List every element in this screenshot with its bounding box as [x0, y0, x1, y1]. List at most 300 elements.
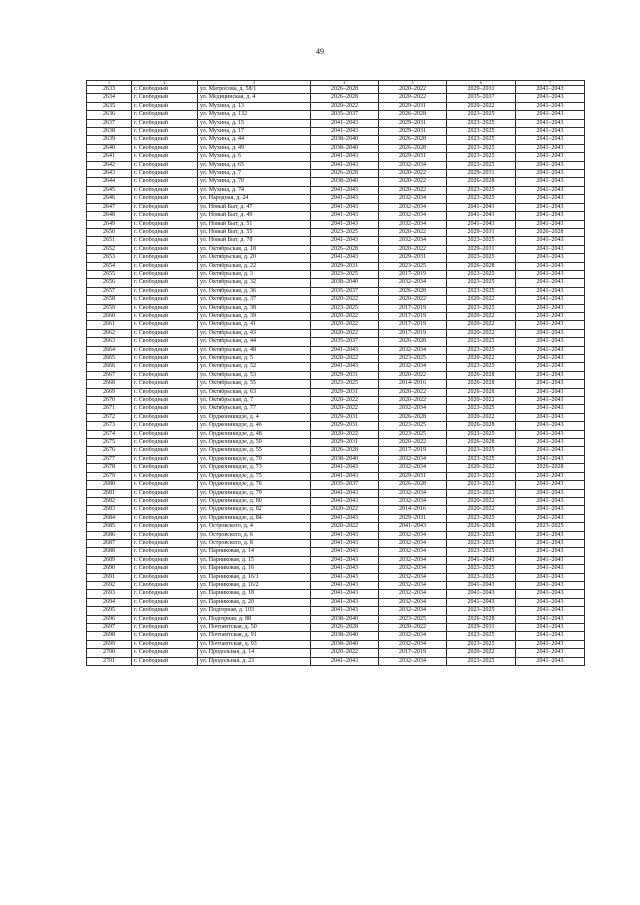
table-row [87, 607, 585, 615]
period-cell: 2041–2043 [516, 573, 585, 581]
table-row [87, 455, 585, 463]
address-cell: ул. Народная, д. 24 [198, 195, 311, 203]
table-row [87, 464, 585, 472]
row-number-cell: 2684 [87, 514, 132, 522]
period-cell: 2014–2016 [379, 380, 447, 388]
period-cell: 2041–2043 [516, 178, 585, 186]
city-cell: г. Свободный [132, 607, 198, 615]
table-row [87, 203, 585, 211]
period-cell: 2032–2034 [379, 363, 447, 371]
city-cell: г. Свободный [132, 430, 198, 438]
period-cell: 2041–2043 [311, 237, 379, 245]
period-cell: 2041–2043 [516, 615, 585, 623]
row-number-cell: 2695 [87, 607, 132, 615]
address-cell: ул. Новый Быт, д. 55 [198, 228, 311, 236]
row-number-cell: 2647 [87, 203, 132, 211]
row-number-cell: 2635 [87, 102, 132, 110]
period-cell: 2041–2043 [311, 497, 379, 505]
period-cell: 2041–2043 [516, 413, 585, 421]
period-cell: 2020–2022 [447, 296, 516, 304]
row-number-cell: 2682 [87, 497, 132, 505]
period-cell: 2023–2025 [447, 186, 516, 194]
period-cell: 2023–2025 [516, 523, 585, 531]
table-row [87, 237, 585, 245]
period-cell: 2038–2040 [311, 455, 379, 463]
period-cell: 2041–2043 [516, 447, 585, 455]
address-cell: ул. Орджоникидзе, д. 75 [198, 472, 311, 480]
city-cell: г. Свободный [132, 397, 198, 405]
table-row [87, 296, 585, 304]
period-cell: 2023–2025 [311, 304, 379, 312]
period-cell: 2041–2043 [516, 312, 585, 320]
period-cell: 2041–2043 [516, 371, 585, 379]
period-cell: 2023–2025 [379, 355, 447, 363]
address-cell: ул. Парниковая, д. 20 [198, 598, 311, 606]
period-cell: 2017–2019 [379, 447, 447, 455]
period-cell: 2020–2022 [447, 321, 516, 329]
table-row [87, 506, 585, 514]
period-cell: 2032–2034 [379, 203, 447, 211]
period-cell: 2041–2043 [311, 548, 379, 556]
table-row [87, 405, 585, 413]
address-cell: ул. Орджоникидзе, д. 84 [198, 514, 311, 522]
period-cell: 2017–2019 [379, 270, 447, 278]
row-number-cell: 2658 [87, 296, 132, 304]
period-cell: 2020–2022 [379, 245, 447, 253]
address-cell: ул. Новый Быт, д. 78 [198, 237, 311, 245]
period-cell: 2026–2028 [447, 439, 516, 447]
period-cell: 2041–2043 [516, 590, 585, 598]
period-cell: 2041–2043 [516, 497, 585, 505]
period-cell: 2041–2043 [311, 195, 379, 203]
row-number-cell: 2643 [87, 170, 132, 178]
period-cell: 2041–2043 [516, 649, 585, 657]
table-row [87, 86, 585, 94]
city-cell: г. Свободный [132, 489, 198, 497]
address-cell: ул. Октябрьская, д. 41 [198, 321, 311, 329]
city-cell: г. Свободный [132, 153, 198, 161]
period-cell: 2029–2031 [379, 472, 447, 480]
address-cell: ул. Октябрьская, д. 5 [198, 355, 311, 363]
address-cell: ул. Подгорная, д. 88 [198, 615, 311, 623]
period-cell: 2023–2025 [447, 270, 516, 278]
period-cell: 2041–2043 [516, 237, 585, 245]
period-cell: 2041–2043 [516, 581, 585, 589]
city-cell: г. Свободный [132, 632, 198, 640]
period-cell: 2029–2031 [447, 228, 516, 236]
period-cell: 2029–2031 [311, 422, 379, 430]
row-number-cell: 2639 [87, 136, 132, 144]
period-cell: 2023–2025 [447, 455, 516, 463]
table-row [87, 548, 585, 556]
period-cell: 2020–2022 [447, 397, 516, 405]
row-number-cell: 2675 [87, 439, 132, 447]
address-cell: ул. Октябрьская, д. 20 [198, 254, 311, 262]
period-cell: 2029–2031 [311, 413, 379, 421]
row-number-cell: 2688 [87, 548, 132, 556]
period-cell: 2038–2040 [311, 615, 379, 623]
city-cell: г. Свободный [132, 321, 198, 329]
row-number-cell: 2674 [87, 430, 132, 438]
period-cell: 2041–2043 [516, 296, 585, 304]
period-cell: 2029–2031 [379, 128, 447, 136]
period-cell: 2020–2022 [379, 186, 447, 194]
period-cell: 2020–2022 [311, 355, 379, 363]
period-cell: 2032–2034 [379, 464, 447, 472]
address-cell: ул. Октябрьская, д. 36 [198, 287, 311, 295]
period-cell: 2041–2043 [311, 254, 379, 262]
table-row [87, 102, 585, 110]
table-row [87, 523, 585, 531]
table-row [87, 430, 585, 438]
period-cell: 2026–2028 [379, 481, 447, 489]
period-cell: 2029–2031 [447, 624, 516, 632]
city-cell: г. Свободный [132, 86, 198, 94]
row-number-cell: 2690 [87, 565, 132, 573]
period-cell: 2041–2043 [311, 119, 379, 127]
table-row [87, 624, 585, 632]
row-number-cell: 2656 [87, 279, 132, 287]
city-cell: г. Свободный [132, 514, 198, 522]
period-cell: 2032–2034 [379, 590, 447, 598]
row-number-cell: 2670 [87, 397, 132, 405]
address-cell: ул. Орджоникидзе, д. 48 [198, 430, 311, 438]
period-cell: 2041–2043 [516, 556, 585, 564]
period-cell: 2041–2043 [311, 212, 379, 220]
period-cell: 2026–2028 [447, 615, 516, 623]
row-number-cell: 2634 [87, 94, 132, 102]
address-cell: ул. Орджоникидзе, д. 76 [198, 481, 311, 489]
row-number-cell: 2633 [87, 86, 132, 94]
address-cell: ул. Мухина, д. 7 [198, 170, 311, 178]
period-cell: 2041–2043 [516, 397, 585, 405]
period-cell: 2041–2043 [516, 144, 585, 152]
address-cell: ул. Октябрьская, д. 3 [198, 270, 311, 278]
address-cell: ул. Мухина, д. 65 [198, 161, 311, 169]
period-cell: 2026–2028 [311, 86, 379, 94]
city-cell: г. Свободный [132, 279, 198, 287]
period-cell: 2023–2025 [447, 254, 516, 262]
period-cell: 2032–2034 [379, 573, 447, 581]
address-cell: ул. Орджоникидзе, д. 80 [198, 497, 311, 505]
row-number-cell: 2641 [87, 153, 132, 161]
period-cell: 2023–2025 [379, 262, 447, 270]
period-cell: 2032–2034 [379, 497, 447, 505]
period-cell: 2041–2043 [516, 380, 585, 388]
period-cell: 2023–2025 [447, 195, 516, 203]
row-number-cell: 2638 [87, 128, 132, 136]
period-cell: 2041–2043 [447, 212, 516, 220]
row-number-cell: 2683 [87, 506, 132, 514]
period-cell: 2020–2022 [447, 649, 516, 657]
address-cell: ул. Парниковая, д. 15 [198, 556, 311, 564]
table-row [87, 254, 585, 262]
period-cell: 2041–2043 [311, 531, 379, 539]
period-cell: 2041–2043 [311, 514, 379, 522]
city-cell: г. Свободный [132, 195, 198, 203]
row-number-cell: 2652 [87, 245, 132, 253]
period-cell: 2032–2034 [379, 581, 447, 589]
period-cell: 2023–2025 [311, 270, 379, 278]
period-cell: 2041–2043 [516, 102, 585, 110]
period-cell: 2014–2016 [379, 506, 447, 514]
city-cell: г. Свободный [132, 531, 198, 539]
table-row [87, 170, 585, 178]
period-cell: 2041–2043 [311, 657, 379, 665]
period-cell: 2026–2028 [311, 94, 379, 102]
period-cell: 2041–2043 [311, 186, 379, 194]
table-row [87, 556, 585, 564]
city-cell: г. Свободный [132, 186, 198, 194]
address-cell: ул. Октябрьская, д. 43 [198, 329, 311, 337]
period-cell: 2041–2043 [516, 212, 585, 220]
row-number-cell: 2646 [87, 195, 132, 203]
address-cell: ул. Октябрьская, д. 63 [198, 388, 311, 396]
period-cell: 2041–2043 [516, 489, 585, 497]
page-number: 49 [316, 47, 324, 56]
row-number-cell: 2650 [87, 228, 132, 236]
period-cell: 2041–2043 [516, 321, 585, 329]
table-row [87, 472, 585, 480]
table-row [87, 136, 585, 144]
address-cell: ул. Парниковая, д. 18 [198, 590, 311, 598]
period-cell: 2041–2043 [447, 220, 516, 228]
address-cell: ул. Продольная, д. 23 [198, 657, 311, 665]
period-cell: 2041–2043 [311, 464, 379, 472]
period-cell: 2029–2031 [311, 371, 379, 379]
city-cell: г. Свободный [132, 304, 198, 312]
period-cell: 2029–2031 [447, 86, 516, 94]
period-cell: 2023–2025 [447, 565, 516, 573]
period-cell: 2032–2034 [379, 531, 447, 539]
period-cell: 2041–2043 [311, 607, 379, 615]
address-cell: ул. Островского, д. 8 [198, 539, 311, 547]
period-cell: 2041–2043 [516, 111, 585, 119]
table-row [87, 329, 585, 337]
address-cell: ул. Октябрьская, д. 37 [198, 296, 311, 304]
period-cell: 2023–2025 [447, 287, 516, 295]
row-number-cell: 2665 [87, 355, 132, 363]
period-cell: 2032–2034 [379, 346, 447, 354]
period-cell: 2020–2022 [447, 413, 516, 421]
period-cell: 2023–2025 [447, 111, 516, 119]
table-row [87, 161, 585, 169]
period-cell: 2041–2043 [516, 153, 585, 161]
period-cell: 2041–2043 [311, 598, 379, 606]
row-number-cell: 2644 [87, 178, 132, 186]
period-cell: 2041–2043 [516, 220, 585, 228]
table-row [87, 539, 585, 547]
row-number-cell: 2669 [87, 388, 132, 396]
row-number-cell: 2648 [87, 212, 132, 220]
city-cell: г. Свободный [132, 497, 198, 505]
row-number-cell: 2701 [87, 657, 132, 665]
period-cell: 2041–2043 [311, 153, 379, 161]
table-row [87, 573, 585, 581]
table-row [87, 565, 585, 573]
city-cell: г. Свободный [132, 237, 198, 245]
address-cell: ул. Мухина, д. 15 [198, 119, 311, 127]
row-number-cell: 2660 [87, 312, 132, 320]
table-row [87, 439, 585, 447]
period-cell: 2020–2022 [311, 102, 379, 110]
period-cell: 2020–2022 [311, 321, 379, 329]
period-cell: 2041–2043 [516, 632, 585, 640]
period-cell: 2023–2025 [447, 153, 516, 161]
period-cell: 2041–2043 [516, 565, 585, 573]
row-number-cell: 2654 [87, 262, 132, 270]
address-cell: ул. Орджоникидзе, д. 79 [198, 489, 311, 497]
column-number: 2 [132, 81, 198, 86]
period-cell: 2023–2025 [447, 237, 516, 245]
address-cell: ул. Мухина, д. 44 [198, 136, 311, 144]
period-cell: 2029–2031 [311, 439, 379, 447]
period-cell: 2041–2043 [516, 514, 585, 522]
city-cell: г. Свободный [132, 212, 198, 220]
period-cell: 2023–2025 [447, 447, 516, 455]
period-cell: 2020–2022 [447, 355, 516, 363]
table-row [87, 531, 585, 539]
period-cell: 2041–2043 [516, 94, 585, 102]
address-cell: ул. Парниковая, д. 14 [198, 548, 311, 556]
city-cell: г. Свободный [132, 388, 198, 396]
period-cell: 2023–2025 [447, 161, 516, 169]
period-cell: 2023–2025 [447, 279, 516, 287]
period-cell: 2032–2034 [379, 405, 447, 413]
table-row [87, 514, 585, 522]
address-cell: ул. Октябрьская, д. 48 [198, 346, 311, 354]
period-cell: 2026–2028 [379, 111, 447, 119]
period-cell: 2029–2031 [447, 170, 516, 178]
address-cell: ул. Почтамтская, д. 91 [198, 632, 311, 640]
period-cell: 2026–2028 [447, 178, 516, 186]
period-cell: 2017–2019 [379, 304, 447, 312]
period-cell: 2020–2022 [379, 439, 447, 447]
row-number-cell: 2672 [87, 413, 132, 421]
period-cell: 2020–2022 [311, 329, 379, 337]
period-cell: 2041–2043 [516, 598, 585, 606]
period-cell: 2020–2022 [379, 397, 447, 405]
table-row [87, 178, 585, 186]
period-cell: 2038–2040 [311, 640, 379, 648]
period-cell: 2020–2022 [447, 102, 516, 110]
row-number-cell: 2651 [87, 237, 132, 245]
period-cell: 2041–2043 [516, 161, 585, 169]
table-row [87, 355, 585, 363]
row-number-cell: 2681 [87, 489, 132, 497]
period-cell: 2041–2043 [311, 565, 379, 573]
address-cell: ул. Орджоникидзе, д. 82 [198, 506, 311, 514]
period-cell: 2032–2034 [379, 279, 447, 287]
period-cell: 2041–2043 [516, 531, 585, 539]
row-number-cell: 2671 [87, 405, 132, 413]
period-cell: 2023–2025 [311, 380, 379, 388]
period-cell: 2041–2043 [516, 481, 585, 489]
period-cell: 2041–2043 [516, 245, 585, 253]
period-cell: 2041–2043 [516, 86, 585, 94]
period-cell: 2041–2043 [311, 203, 379, 211]
address-cell: ул. Почтамтская, д. 50 [198, 624, 311, 632]
period-cell: 2041–2043 [447, 203, 516, 211]
row-number-cell: 2692 [87, 581, 132, 589]
address-cell: ул. Орджоникидзе, д. 73 [198, 464, 311, 472]
period-cell: 2029–2031 [379, 514, 447, 522]
period-cell: 2041–2043 [516, 506, 585, 514]
city-cell: г. Свободный [132, 556, 198, 564]
period-cell: 2026–2028 [379, 287, 447, 295]
period-cell: 2041–2043 [516, 455, 585, 463]
city-cell: г. Свободный [132, 615, 198, 623]
period-cell: 2041–2043 [516, 119, 585, 127]
city-cell: г. Свободный [132, 355, 198, 363]
city-cell: г. Свободный [132, 338, 198, 346]
table-row [87, 598, 585, 606]
city-cell: г. Свободный [132, 539, 198, 547]
period-cell: 2041–2043 [516, 539, 585, 547]
period-cell: 2032–2034 [379, 489, 447, 497]
city-cell: г. Свободный [132, 624, 198, 632]
address-cell: ул. Орджоникидзе, д. 55 [198, 447, 311, 455]
row-number-cell: 2663 [87, 338, 132, 346]
city-cell: г. Свободный [132, 296, 198, 304]
period-cell: 2041–2043 [516, 472, 585, 480]
city-cell: г. Свободный [132, 170, 198, 178]
period-cell: 2020–2022 [447, 329, 516, 337]
address-cell: ул. Октябрьская, д. 52 [198, 363, 311, 371]
period-cell: 2041–2043 [311, 128, 379, 136]
city-cell: г. Свободный [132, 548, 198, 556]
period-cell: 2041–2043 [516, 262, 585, 270]
period-cell: 2023–2025 [311, 228, 379, 236]
period-cell: 2020–2022 [379, 86, 447, 94]
period-cell: 2041–2043 [516, 624, 585, 632]
row-number-cell: 2640 [87, 144, 132, 152]
address-cell: ул. Мухина, д. 13 [198, 102, 311, 110]
period-cell: 2017–2019 [379, 321, 447, 329]
period-cell: 2023–2025 [447, 144, 516, 152]
table-row [87, 195, 585, 203]
address-cell: ул. Островского, д. 4 [198, 523, 311, 531]
row-number-cell: 2661 [87, 321, 132, 329]
period-cell: 2032–2034 [379, 539, 447, 547]
period-cell: 2026–2028 [447, 262, 516, 270]
period-cell: 2020–2022 [379, 624, 447, 632]
period-cell: 2041–2043 [447, 590, 516, 598]
city-cell: г. Свободный [132, 178, 198, 186]
period-cell: 2017–2019 [379, 649, 447, 657]
city-cell: г. Свободный [132, 144, 198, 152]
address-cell: ул. Октябрьская, д. 44 [198, 338, 311, 346]
table-row [87, 497, 585, 505]
period-cell: 2020–2022 [311, 523, 379, 531]
period-cell: 2041–2043 [516, 657, 585, 665]
address-cell: ул. Октябрьская, д. 53 [198, 371, 311, 379]
city-cell: г. Свободный [132, 649, 198, 657]
row-number-cell: 2673 [87, 422, 132, 430]
table-row [87, 422, 585, 430]
row-number-cell: 2659 [87, 304, 132, 312]
period-cell: 2041–2043 [516, 186, 585, 194]
row-number-cell: 2649 [87, 220, 132, 228]
address-cell: ул. Октябрьская, д. 55 [198, 380, 311, 388]
table-row [87, 346, 585, 354]
period-cell: 2026–2028 [311, 624, 379, 632]
period-cell: 2023–2025 [447, 539, 516, 547]
table-row [87, 186, 585, 194]
period-cell: 2041–2043 [379, 523, 447, 531]
table-row [87, 119, 585, 127]
column-number: 6 [447, 81, 516, 86]
